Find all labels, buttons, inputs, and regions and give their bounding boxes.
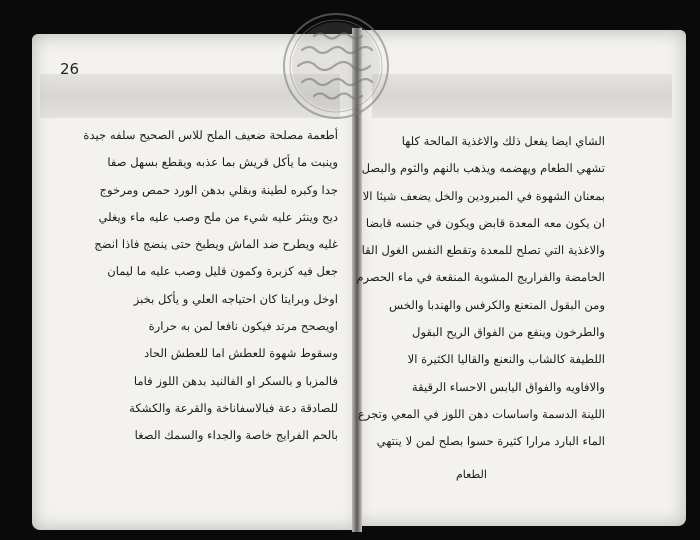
text-line: ومن البقول المنعنع والكرفس والهندبا والخس (389, 297, 605, 312)
text-line: أطعمة مصلحة ضعيف الملح للاس الصحيح سلفه جيدة (83, 128, 338, 142)
text-line: اويصحح مرتد فيكون نافعا لمن به حرارة (148, 319, 338, 334)
text-line: جدا وكبره لطينة وبقلي بدهن الورد حمص ومرخوج (99, 182, 338, 197)
right-page-text (356, 128, 605, 456)
text-line: تشهي الطعام ويهضمه ويذهب بالنهم والثوم والبصل (361, 161, 605, 176)
catchword: الطعام (456, 468, 487, 481)
text-line: بمعنان الشهوة في المبرودين والخل يضعف شيئا الا (362, 188, 605, 203)
text-line: ان يكون معه المعدة قابض ويكون في جنسه قابضا (365, 215, 605, 230)
text-line: والاغذية التي تصلح للمعدة وتقطع النفس الغول القا (361, 243, 605, 258)
text-line: للصادقة دعة فبالاسفاناخة والقرعة والكشكة (129, 400, 338, 415)
library-seal-stamp (280, 10, 392, 122)
text-line: اللطيفة كالشاب والنعنع والقاليا الكثيرة الا (407, 352, 605, 367)
text-line: الحامضة والفراريج المشوية المنقعة في ماء الحصرم (356, 270, 605, 285)
text-line: والافاويه والفواق اليابس الاحساء الرقيقة (411, 379, 605, 394)
text-line: ديح وينثر عليه شيء من ملح وصب عليه ماء ويغلي (98, 209, 338, 224)
text-line: وينبت ما يأكل قريش بما عذبه ويقطع بسهل صفا (107, 155, 338, 170)
text-line: اللينة الدسمة واساسات دهن اللوز في المعي وتجرع (357, 406, 605, 421)
text-line: والطرخون وينفع من الفواق الريح البقول (412, 325, 605, 340)
text-line: الشاي ايضا يفعل ذلك والاغذية المالحة كلها (401, 134, 605, 148)
text-line: اوخل وبرايتا كان احتياجه العلي و يأكل بخبز (133, 291, 338, 306)
text-line: بالحم الفرايج خاصة والجداء والسمك الصغا (134, 428, 338, 443)
text-line: غليه ويطرح ضد الماش ويطبخ حتى ينضج فاذا انضج (94, 237, 338, 252)
text-line: جعل فيه كزبرة وكمون قليل وصب عليه ما ليمان (107, 264, 338, 279)
text-line: الماء البارد مرارا كثيرة حسوا بصلح لمن لا ينتهي (376, 434, 605, 449)
left-page-text (83, 122, 338, 450)
folio-number: 26 (60, 60, 80, 78)
right-page-faded-band (372, 74, 672, 118)
text-line: فالمزبا و بالسكر او الفالنيد بدهن اللوز فاما (133, 373, 338, 388)
text-line: وسقوط شهوة للعطش اما للعطش الحاد (144, 346, 338, 361)
